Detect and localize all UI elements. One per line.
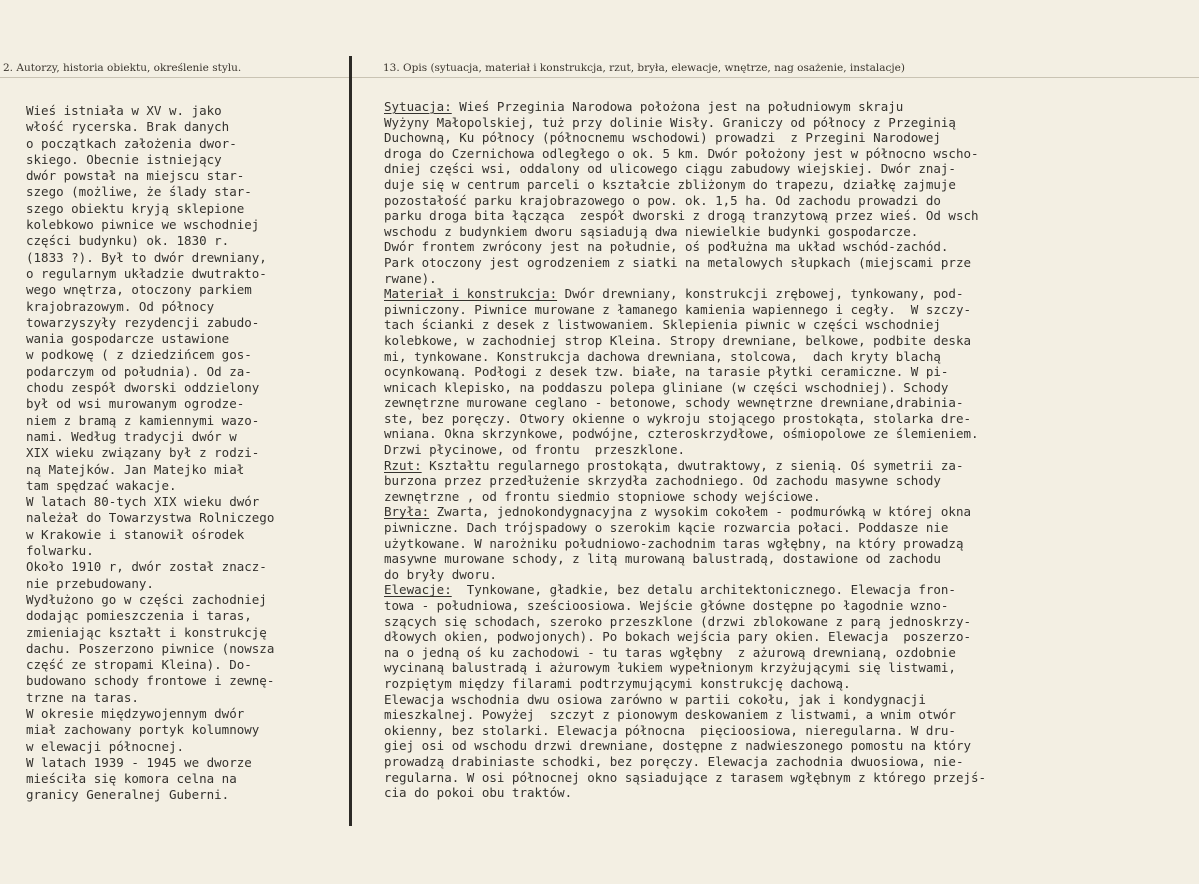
- description-line: [384, 692, 1184, 708]
- history-line: wego wnętrza, otoczony parkiem: [26, 282, 252, 298]
- description-line-text: piwniczne. Dach trójspadowy o szerokim kącie rozwarcia połaci. Poddasze nie: [384, 520, 949, 536]
- description-line: [384, 99, 1184, 115]
- description-line-text: tach ścianki z desek z listwowaniem. Sklepienia piwnic w części wschodniej: [384, 317, 941, 333]
- description-line: [384, 333, 1184, 349]
- description-line-text: zewnętrzne murowane ceglano - betonowe, schody wewnętrzne drewniane,drabinia-: [384, 395, 964, 411]
- description-line: [384, 738, 1184, 754]
- description-line-text: ste, bez poręczy. Otwory okienne o wykroju stojącego prostokąta, stolarka dre-: [384, 410, 971, 426]
- description-line: [384, 567, 1184, 583]
- description-line: [384, 302, 1184, 318]
- description-text: [384, 99, 1184, 801]
- description-line-text: prowadzą drabiniaste schodki, bez poręczy. Elewacja zachodnia dwuosiowa, nie-: [384, 753, 964, 769]
- description-line: [384, 473, 1184, 489]
- description-line: [384, 754, 1184, 770]
- description-line: [384, 146, 1184, 162]
- description-line-text: Dwór drewniany, konstrukcji zrębowej, tynkowany, pod-: [557, 286, 964, 302]
- description-line: [384, 161, 1184, 177]
- description-line-text: wschodu z budynkiem dworu sąsiadują dwa niewielkie budynki gospodarcze.: [384, 223, 919, 239]
- left-section-header: 2. Autorzy, historia obiektu, określenie stylu.: [3, 62, 242, 74]
- history-line: części budynku) ok. 1830 r.: [26, 233, 230, 249]
- description-line-text: szących się schodach, szeroko przeszklone (drzwi zblokowane z parą jednoskrzy-: [384, 613, 971, 629]
- column-divider: [349, 56, 352, 826]
- description-line-text: ocynkowaną. Podłogi z desek tzw. białe, na tarasie płytki ceramiczne. W pi-: [384, 364, 949, 380]
- description-line: [384, 629, 1184, 645]
- history-line: miał zachowany portyk kolumnowy: [26, 722, 260, 738]
- description-line-text: do bryły dworu.: [384, 566, 497, 582]
- description-line: [384, 614, 1184, 630]
- description-line: [384, 224, 1184, 240]
- history-line: W latach 80-tych XIX wieku dwór: [26, 494, 260, 510]
- description-line: [384, 770, 1184, 786]
- history-line: podarczym od południa). Od za-: [26, 363, 252, 379]
- description-line: [384, 130, 1184, 146]
- description-line: [384, 645, 1184, 661]
- description-line-text: duje się w centrum parceli o kształcie zbliżonym do trapezu, działkę zajmuje: [384, 176, 956, 192]
- history-line: folwarku.: [26, 543, 94, 559]
- section-heading: Elewacje:: [384, 582, 452, 598]
- history-line: budowano schody frontowe i zewnę-: [26, 673, 275, 689]
- description-line-text: burzona przez przedłużenie skrzydła zachodniego. Od zachodu masywne schody: [384, 473, 941, 489]
- description-line: [384, 380, 1184, 396]
- description-line-text: mieszkalnej. Powyżej szczyt z pionowym deskowaniem z listwami, a wnim otwór: [384, 707, 956, 723]
- description-line: [384, 193, 1184, 209]
- description-line: [384, 676, 1184, 692]
- header-rule: [0, 77, 1199, 78]
- description-line-text: użytkowane. W narożniku południowo-zachodnim taras wgłębny, na który prowadzą: [384, 535, 964, 551]
- history-line: szego (możliwe, że ślady star-: [26, 184, 252, 200]
- history-line: W latach 1939 - 1945 we dworze: [26, 754, 252, 770]
- history-line: nie przebudowany.: [26, 575, 154, 591]
- description-line: [384, 442, 1184, 458]
- description-line: [384, 395, 1184, 411]
- description-line-text: mi, tynkowane. Konstrukcja dachowa drewniana, stolcowa, dach kryty blachą: [384, 348, 941, 364]
- description-line-text: rwane).: [384, 270, 437, 286]
- right-section-header: 13. Opis (sytuacja, materiał i konstrukcja, rzut, bryła, elewacje, wnętrze, nag osażenie, instalacje): [383, 62, 905, 74]
- description-line: [384, 364, 1184, 380]
- history-line: granicy Generalnej Guberni.: [26, 787, 230, 803]
- description-line-text: piwniczony. Piwnice murowane z łamanego kamienia wapiennego i cegły. W szczy-: [384, 301, 971, 317]
- description-line: [384, 504, 1184, 520]
- history-line: mieściła się komora celna na: [26, 771, 237, 787]
- description-line: [384, 520, 1184, 536]
- description-line-text: Zwarta, jednokondygnacyjna z wysokim cokołem - podmurówką w której okna: [429, 504, 972, 520]
- history-text: [26, 103, 346, 804]
- history-line: o początkach założenia dwor-: [26, 135, 237, 151]
- description-line: [384, 660, 1184, 676]
- history-line: w elewacji północnej.: [26, 738, 185, 754]
- description-line: [384, 411, 1184, 427]
- history-line: w podkowę ( z dziedzińcem gos-: [26, 347, 252, 363]
- history-line: dachu. Poszerzono piwnice (nowsza: [26, 640, 275, 656]
- section-heading: Bryła:: [384, 504, 430, 520]
- description-line-text: wnicach klepisko, na poddaszu polepa gliniane (w części wschodniej). Schody: [384, 379, 949, 395]
- section-heading: Sytuacja:: [384, 99, 452, 114]
- description-line: [384, 208, 1184, 224]
- description-line: [384, 286, 1184, 302]
- history-line: w Krakowie i stanowił ośrodek: [26, 526, 245, 542]
- description-line: [384, 785, 1184, 801]
- description-line: [384, 426, 1184, 442]
- history-line: trzne na taras.: [26, 689, 139, 705]
- description-line-text: dniej części wsi, oddalony od ulicowego ciągu zabudowy wiejskiej. Dwór znaj-: [384, 161, 956, 177]
- history-line: W okresie międzywojennym dwór: [26, 705, 245, 721]
- description-line-text: regularna. W osi północnej okno sąsiadujące z tarasem wgłębnym z którego przejś-: [384, 769, 987, 785]
- description-line: [384, 271, 1184, 287]
- description-line-text: giej osi od wschodu drzwi drewniane, dostępne z nadwieszonego pomostu na który: [384, 738, 971, 754]
- description-line: [384, 458, 1184, 474]
- history-line: o regularnym układzie dwutrakto-: [26, 265, 267, 281]
- history-line: chodu zespół dworski oddzielony: [26, 380, 260, 396]
- history-line: dodając pomieszczenia i taras,: [26, 608, 252, 624]
- history-line: Wieś istniała w XV w. jako: [26, 103, 222, 118]
- description-line: [384, 349, 1184, 365]
- history-line: był od wsi murowanym ogrodze-: [26, 396, 245, 412]
- description-line-text: Drzwi płycinowe, od frontu przeszklone.: [384, 442, 686, 458]
- description-line: [384, 489, 1184, 505]
- description-line-text: kolebkowe, w zachodniej strop Kleina. Stropy drewniane, belkowe, podbite deska: [384, 332, 971, 348]
- description-line-text: dłowych okien, podwojonych). Po bokach wejścia pary okien. Elewacja poszerzo-: [384, 629, 971, 645]
- history-line: Wydłużono go w części zachodniej: [26, 591, 267, 607]
- description-line-text: Wieś Przeginia Narodowa położona jest na południowym skraju: [451, 99, 904, 114]
- history-line: skiego. Obecnie istniejący: [26, 151, 222, 167]
- section-heading: Materiał i konstrukcja:: [384, 286, 558, 302]
- history-line: nami. Według tradycji dwór w: [26, 428, 237, 444]
- description-line-text: na o jedną oś ku zachodowi - tu taras wgłębny z ażurową drewnianą, ozdobnie: [384, 644, 956, 660]
- description-line-text: Park otoczony jest ogrodzeniem z siatki na metalowych słupkach (miejscami prze: [384, 254, 971, 270]
- description-line-text: Elewacja wschodnia dwu osiowa zarówno w partii cokołu, jak i kondygnacji: [384, 691, 926, 707]
- description-line-text: pozostałość parku krajobrazowego o pow. ok. 1,5 ha. Od zachodu prowadzi do: [384, 192, 941, 208]
- description-line: [384, 177, 1184, 193]
- description-line-text: zewnętrzne , od frontu siedmio stopniowe schody wejściowe.: [384, 488, 821, 504]
- history-line: wania gospodarcze ustawione: [26, 331, 230, 347]
- description-line-text: Duchowną, Ku północy (północnemu wschodowi) prowadzi z Przegini Narodowej: [384, 130, 941, 146]
- description-line: [384, 255, 1184, 271]
- history-line: niem z bramą z kamiennymi wazo-: [26, 412, 260, 428]
- history-line: tam spędzać wakacje.: [26, 477, 177, 493]
- description-line-text: Kształtu regularnego prostokąta, dwutraktowy, z sienią. Oś symetrii za-: [421, 457, 964, 473]
- history-line: towarzyszyły rezydencji zabudo-: [26, 314, 260, 330]
- description-line-text: okienny, bez stolarki. Elewacja północna pięcioosiowa, nieregularna. W dru-: [384, 722, 956, 738]
- description-line: [384, 582, 1184, 598]
- description-line-text: towa - południowa, sześcioosiowa. Wejście główne dostępne po łagodnie wzno-: [384, 598, 949, 613]
- description-line: [384, 536, 1184, 552]
- description-line: [384, 239, 1184, 255]
- section-heading: Rzut:: [384, 457, 422, 473]
- history-line: zmieniając kształt i konstrukcję: [26, 624, 267, 640]
- history-line: należał do Towarzystwa Rolniczego: [26, 510, 275, 526]
- description-line-text: parku droga bita łącząca zespół dworski z drogą tranzytową przez wieś. Od wsch: [384, 208, 979, 224]
- history-line: (1833 ?). Był to dwór drewniany,: [26, 249, 267, 265]
- description-line: [384, 317, 1184, 333]
- description-line-text: wycinaną balustradą i ażurowym łukiem wypełnionym krzyżującymi się listwami,: [384, 660, 956, 676]
- description-line-text: wniana. Okna skrzynkowe, podwójne, czteroskrzydłowe, ośmiopolowe ze ślemieniem.: [384, 426, 979, 442]
- history-line: XIX wieku związany był z rodzi-: [26, 445, 260, 461]
- description-line-text: droga do Czernichowa odległego o ok. 5 km. Dwór położony jest w północno wscho-: [384, 145, 979, 161]
- history-line: krajobrazowym. Od północy: [26, 298, 215, 314]
- description-line: [384, 551, 1184, 567]
- history-line: szego obiektu kryją sklepione: [26, 200, 245, 216]
- description-line-text: cia do pokoi obu traktów.: [384, 785, 573, 801]
- history-line: dwór powstał na miejscu star-: [26, 168, 245, 184]
- description-line: [384, 115, 1184, 131]
- description-line: [384, 598, 1184, 614]
- history-line: włość rycerska. Brak danych: [26, 119, 230, 135]
- description-line-text: Tynkowane, gładkie, bez detalu architektonicznego. Elewacja fron-: [451, 582, 956, 598]
- history-line: ną Matejków. Jan Matejko miał: [26, 461, 245, 477]
- history-line: część ze stropami Kleina). Do-: [26, 657, 252, 673]
- description-line-text: masywne murowane schody, z litą murowaną balustradą, dostawione od zachodu: [384, 551, 941, 567]
- description-line: [384, 723, 1184, 739]
- description-line-text: rozpiętym między filarami podtrzymującymi konstrukcję dachową.: [384, 675, 851, 691]
- history-line: Około 1910 r, dwór został znacz-: [26, 559, 267, 575]
- description-line-text: Wyżyny Małopolskiej, tuż przy dolinie Wisły. Graniczy od północy z Przeginią: [384, 114, 956, 130]
- description-line-text: Dwór frontem zwrócony jest na południe, oś podłużna ma układ wschód-zachód.: [384, 239, 949, 255]
- history-line: kolebkowo piwnice we wschodniej: [26, 217, 260, 233]
- description-line: [384, 707, 1184, 723]
